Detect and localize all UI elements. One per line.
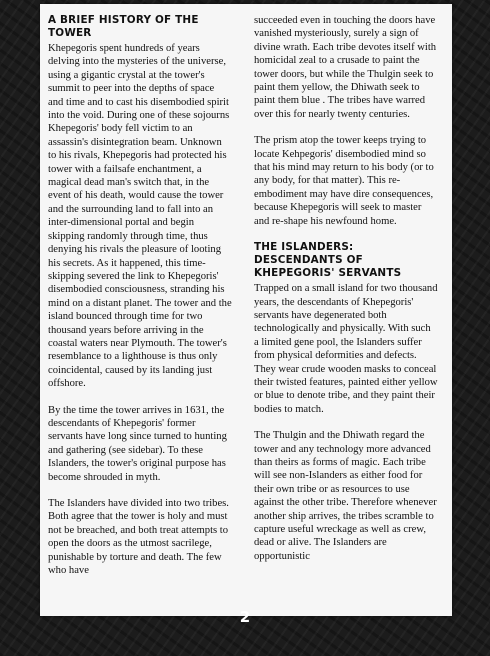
document-page — [40, 4, 452, 616]
page-number: 2 — [239, 608, 251, 626]
section-heading-islanders: THE ISLANDERS: DESCENDANTS OF KHEPEGORIS' SERVANTS — [254, 241, 402, 280]
paragraph: The Islanders have divided into two tribes. Both agree that the tower is holy and must not be breached, and both treat attempts to open the doors as the utmost sacrilege, punishable by torture and death. The few who have — [48, 498, 229, 577]
left-column — [48, 14, 232, 590]
paragraph: succeeded even in touching the doors have vanished mysteriously, surely a sign of divine wrath. Each tribe devotes itself with homicidal zeal to a crusade to paint the tower doors, but while the Thulgin seek to paint them yellow, the Dhiwath seek to paint them blue . The tribes have warred over this for nearly twenty centuries. — [254, 15, 437, 120]
paragraph: The Thulgin and the Dhiwath regard the tower and any technology more advanced than theirs as forms of magic. Each tribe will see non-Islanders as either food for their own tribe or as resources to use against the other tribe. Therefore whenever another ship arrives, the tribes scramble to capture useful wreckage as well as crew, dead or alive. The Islanders are opportunistic — [254, 430, 437, 562]
section-heading-history: A BRIEF HISTORY OF THE TOWER — [48, 14, 199, 39]
right-column — [254, 14, 438, 576]
paragraph: The prism atop the tower keeps trying to locate Kehpegoris' disembodied mind so that his mind may return to his body (or to any body, for that matter). This re-embodiment may have dire consequences, because Khepegoris will seek to master and re-shape his newfound home. — [254, 135, 434, 227]
paragraph: Khepegoris spent hundreds of years delving into the mysteries of the universe, using a gigantic crystal at the tower's summit to peer into the depths of space and time and to cast his disembodied spirit into the void. During one of these sojourns Khepegoris' body fell victim to an assassin's disintegration beam. Unknown to his rivals, Khepegoris had protected his tower with a failsafe enchantment, a magical dead man's switch that, in the event of his death, would cause the tower and the surrounding land to fall into an inter-dimensional portal and begin skipping randomly through time, thus denying his rivals the pleasure of looting his secrets. As it happened, this time-skipping severed the link to Khepegoris' disembodied consciousness, stranding his mind on a distant planet. The tower and the island bounced through time for two thousand years before arriving in the coastal waters near Plymouth. The tower's resemblance to a lighthouse is thus only coincidental, caused by its landing just offshore. — [48, 43, 232, 390]
paragraph: By the time the tower arrives in 1631, the descendants of Khepegoris' former servants have long since turned to hunting and gathering (see sidebar). To these Islanders, the tower's original purpose has become shrouded in myth. — [48, 404, 227, 483]
paragraph: Trapped on a small island for two thousand years, the descendants of Khepegoris' servants have degenerated both technologically and physically. With such a limited gene pool, the Islanders suffer from physical deformities and defects. They wear crude wooden masks to conceal their twisted features, painted either yellow or blue to denote tribe, and they paint their bodies to match. — [254, 283, 438, 415]
